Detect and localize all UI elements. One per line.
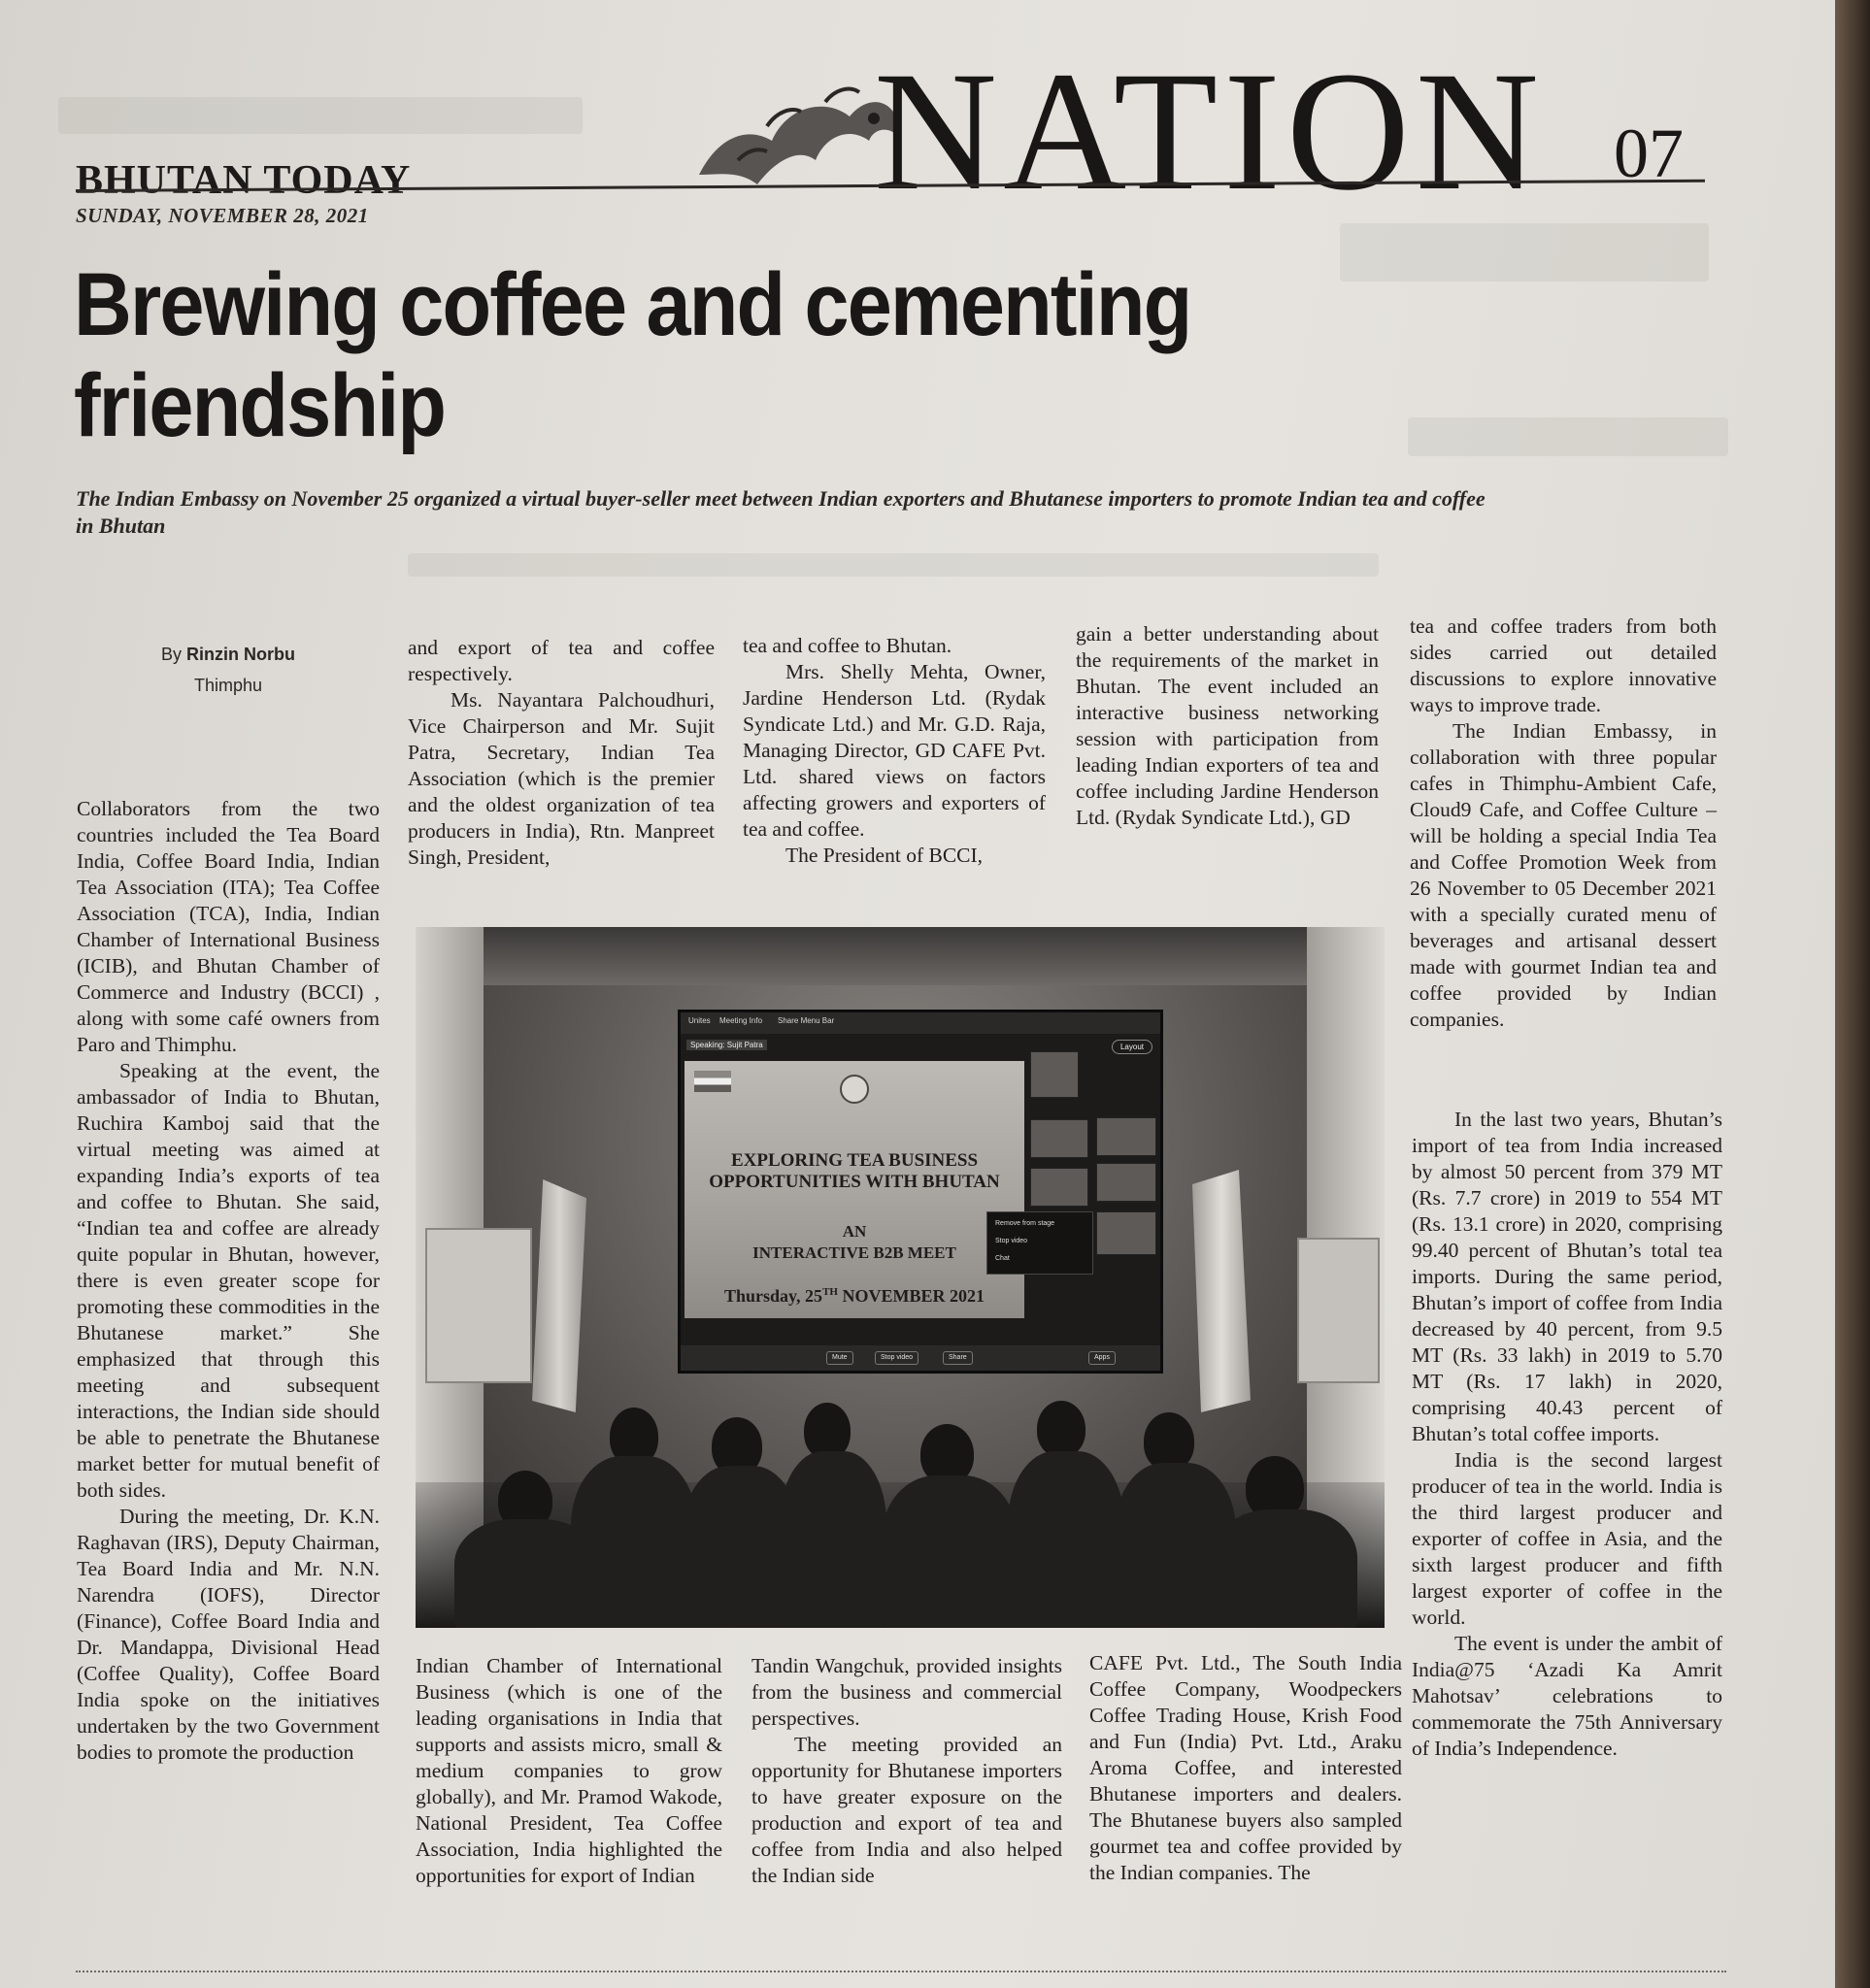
page-number: 07 xyxy=(1614,115,1684,192)
article-column-4-lower xyxy=(1089,1650,1402,1886)
standee-banner-left xyxy=(425,1228,532,1383)
video-tile xyxy=(1096,1163,1156,1202)
audience-body xyxy=(454,1519,600,1628)
show-through-band xyxy=(1340,223,1709,282)
menu-item: Stop video xyxy=(995,1238,1028,1244)
layout-button: Layout xyxy=(1112,1040,1152,1054)
paragraph: Mrs. Shelly Mehta, Owner, Jardine Henderson Ltd. (Rydak Syndicate Ltd.) and Mr. G.D. Raja, Managing Director, GD CAFE Pvt. Ltd. shared views on factors affecting growers and exporters of tea and coffee. xyxy=(743,660,1046,841)
issue-date: SUNDAY, NOVEMBER 28, 2021 xyxy=(76,204,369,227)
paragraph: The meeting provided an opportunity for Bhutanese importers to have greater exposure on the production and export of tea and coffee from India and also helped the Indian side xyxy=(751,1733,1062,1887)
standee-banner-right xyxy=(1297,1238,1380,1383)
slide-date-day: Thursday, 25 xyxy=(724,1286,823,1306)
event-photo xyxy=(416,927,1385,1628)
slide-title-line1: EXPLORING TEA BUSINESS xyxy=(730,1150,979,1171)
paragraph: and export of tea and coffee respectively. xyxy=(408,636,715,685)
paragraph: India is the second largest producer of tea in the world. India is the third largest producer and exporter of coffee in Asia, and the sixth largest producer and fifth largest exporter of coffee in the world. xyxy=(1412,1448,1722,1629)
slide-date xyxy=(685,1286,1024,1307)
audience-body xyxy=(1212,1509,1357,1628)
slide-date-month: NOVEMBER 2021 xyxy=(837,1286,985,1306)
bottom-dotted-rule xyxy=(76,1971,1726,1972)
share-button: Share xyxy=(943,1351,973,1365)
slide-title-line2: OPPORTUNITIES WITH BHUTAN xyxy=(709,1172,1000,1192)
audience-head xyxy=(1037,1401,1085,1457)
byline xyxy=(117,639,340,701)
paper-name: BHUTAN TODAY xyxy=(76,158,412,203)
show-through-band xyxy=(1408,417,1728,456)
projection-screen xyxy=(678,1010,1163,1374)
presentation-slide xyxy=(685,1061,1024,1318)
video-tile xyxy=(1096,1117,1156,1156)
paragraph: Ms. Nayantara Palchoudhuri, Vice Chairperson and Mr. Sujit Patra, Secretary, Indian Tea Association (which is the premier and the oldest organization of tea producers in India), Rtn. Manpreet Singh, President, xyxy=(408,688,715,869)
mute-button: Mute xyxy=(826,1351,853,1365)
article-column-4 xyxy=(1076,621,1379,831)
video-tile xyxy=(1030,1168,1088,1207)
slide-subtitle-line1: AN xyxy=(842,1222,867,1241)
participant-context-menu xyxy=(986,1211,1093,1275)
audience-body xyxy=(882,1475,1018,1628)
headline: Brewing coffee and cementing friendship xyxy=(74,255,1191,455)
paragraph: Collaborators from the two countries included the Tea Board India, Coffee Board India, Indian Tea Association (ITA); Tea Coffee Association (TCA), India, Indian Chamber of International Business (ICIB), and Bhutan Chamber of Commerce and Industry (BCCI) , along with some café owners from Paro and Thimphu. xyxy=(77,797,380,1056)
masthead-left xyxy=(76,159,411,228)
paragraph: Tandin Wangchuk, provided insights from the business and commercial perspectives. xyxy=(751,1654,1062,1730)
byline-place: Thimphu xyxy=(193,676,263,695)
flag-left xyxy=(532,1179,586,1412)
photo-ceiling xyxy=(416,927,1385,985)
article-column-3 xyxy=(743,633,1046,869)
byline-prefix: By xyxy=(160,645,182,664)
article-column-3-lower xyxy=(751,1653,1062,1889)
audience-body xyxy=(780,1451,886,1628)
topbar-item: Share Menu Bar xyxy=(778,1016,835,1025)
article-column-1 xyxy=(77,796,380,1766)
paragraph: The event is under the ambit of India@75 ‘Azadi Ka Amrit Mahotsav’ celebrations to commemorate the 75th Anniversary of India’s Independence. xyxy=(1412,1632,1722,1760)
paragraph: CAFE Pvt. Ltd., The South India Coffee Company, Woodpeckers Coffee Trading House, Krish Food and Fun (India) Pvt. Ltd., Araku Aroma Coffee, and interested Bhutanese importers and dealers. The Bhutanese buyers also sampled gourmet tea and coffee provided by the Indian companies. The xyxy=(1089,1651,1402,1884)
article-column-2 xyxy=(408,635,715,871)
section-name: NATION xyxy=(874,37,1546,226)
paragraph: The Indian Embassy, in collaboration with three popular cafes in Thimphu-Ambient Cafe, Cloud9 Cafe, and Coffee Culture – will be holding a special India Tea and Coffee Promotion Week from 26 November to 05 December 2021 with a specially curated menu of beverages and artisanal dessert made with gourmet Indian tea and coffee provided by Indian companies. xyxy=(1410,719,1717,1031)
paragraph: In the last two years, Bhutan’s import of tea from India increased by almost 50 percent from 379 MT (Rs. 7.7 crore) in 2019 to 554 MT (Rs. 13.1 crore) in 2020, comprising 99.40 percent of Bhutan’s total tea imports. During the same period, Bhutan’s import of coffee from India decreased by 40 percent, from 9.5 MT (Rs. 33 lakh) in 2019 to 5.70 MT (Rs. 17 lakh) in 2020, comprising 40.43 percent of Bhutan’s total coffee imports. xyxy=(1412,1108,1722,1445)
page-edge-shadow xyxy=(1835,0,1870,1988)
paragraph: Indian Chamber of International Business (which is one of the leading organisations in India that supports and assists micro, small & medium companies to grow globally), and Mr. Pramod Wakode, National President, Tea Coffee Association, India highlighted the opportunities for export of Indian xyxy=(416,1654,722,1887)
apps-button: Apps xyxy=(1088,1351,1116,1365)
menu-item: Remove from stage xyxy=(995,1220,1055,1227)
speaking-indicator: Speaking: Sujit Patra xyxy=(686,1040,767,1050)
show-through-band xyxy=(408,553,1379,577)
paragraph: Speaking at the event, the ambassador of India to Bhutan, Ruchira Kamboj said that the virtual meeting was aimed at expanding India’s exports of tea and coffee to Bhutan. She said, “Indian tea and coffee are already quite popular in Bhutan, however, there is even greater scope for promoting these commodities in the Bhutanese market.” She emphasized that through this meeting and subsequent interactions, the Indian side should be able to penetrate the Bhutanese market better for mutual benefit of both sides. xyxy=(77,1059,380,1502)
paragraph: gain a better understanding about the requirements of the market in Bhutan. The event included an interactive business networking session with participation from leading Indian exporters of tea and coffee including Jardine Henderson Ltd. (Rydak Syndicate Ltd.), GD xyxy=(1076,622,1379,829)
deck: The Indian Embassy on November 25 organized a virtual buyer-seller meet between Indian exporters and Bhutanese importers to promote Indian tea and coffee in Bhutan xyxy=(76,486,1486,538)
show-through-band xyxy=(58,97,583,134)
video-call-controls xyxy=(681,1345,1160,1371)
topbar-item: Meeting Info xyxy=(719,1016,763,1025)
article-column-6 xyxy=(1412,1107,1722,1762)
article-column-2-lower xyxy=(416,1653,722,1889)
slide-subtitle-line2: INTERACTIVE B2B MEET xyxy=(752,1243,956,1262)
paragraph: The President of BCCI, xyxy=(785,844,984,867)
audience-head xyxy=(1144,1412,1194,1471)
embassy-logo-icon xyxy=(840,1075,869,1104)
slide-date-ordinal: TH xyxy=(822,1286,838,1298)
paragraph: tea and coffee traders from both sides carried out detailed discussions to explore innovative ways to improve trade. xyxy=(1410,614,1717,716)
menu-item: Chat xyxy=(995,1255,1010,1262)
flag-icon xyxy=(694,1071,731,1092)
topbar-item: Unites xyxy=(688,1016,711,1025)
audience-body xyxy=(1008,1451,1124,1628)
video-call-topbar xyxy=(681,1012,1160,1034)
flag-right xyxy=(1192,1170,1251,1412)
paragraph: tea and coffee to Bhutan. xyxy=(743,634,952,657)
article-column-5 xyxy=(1410,613,1717,1033)
video-tile xyxy=(1030,1119,1088,1158)
paragraph: During the meeting, Dr. K.N. Raghavan (IRS), Deputy Chairman, Tea Board India and Mr. N.N. Narendra (IOFS), Director (Finance), Coffee Board India and Dr. Mandappa, Divisional Head (Coffee Quality), Coffee Board India spoke on the initiatives undertaken by the two Government bodies to promote the production xyxy=(77,1505,380,1764)
byline-name: Rinzin Norbu xyxy=(186,645,295,664)
video-tile xyxy=(1096,1211,1156,1255)
stop-video-button: Stop video xyxy=(875,1351,918,1365)
video-tile xyxy=(1030,1051,1079,1098)
